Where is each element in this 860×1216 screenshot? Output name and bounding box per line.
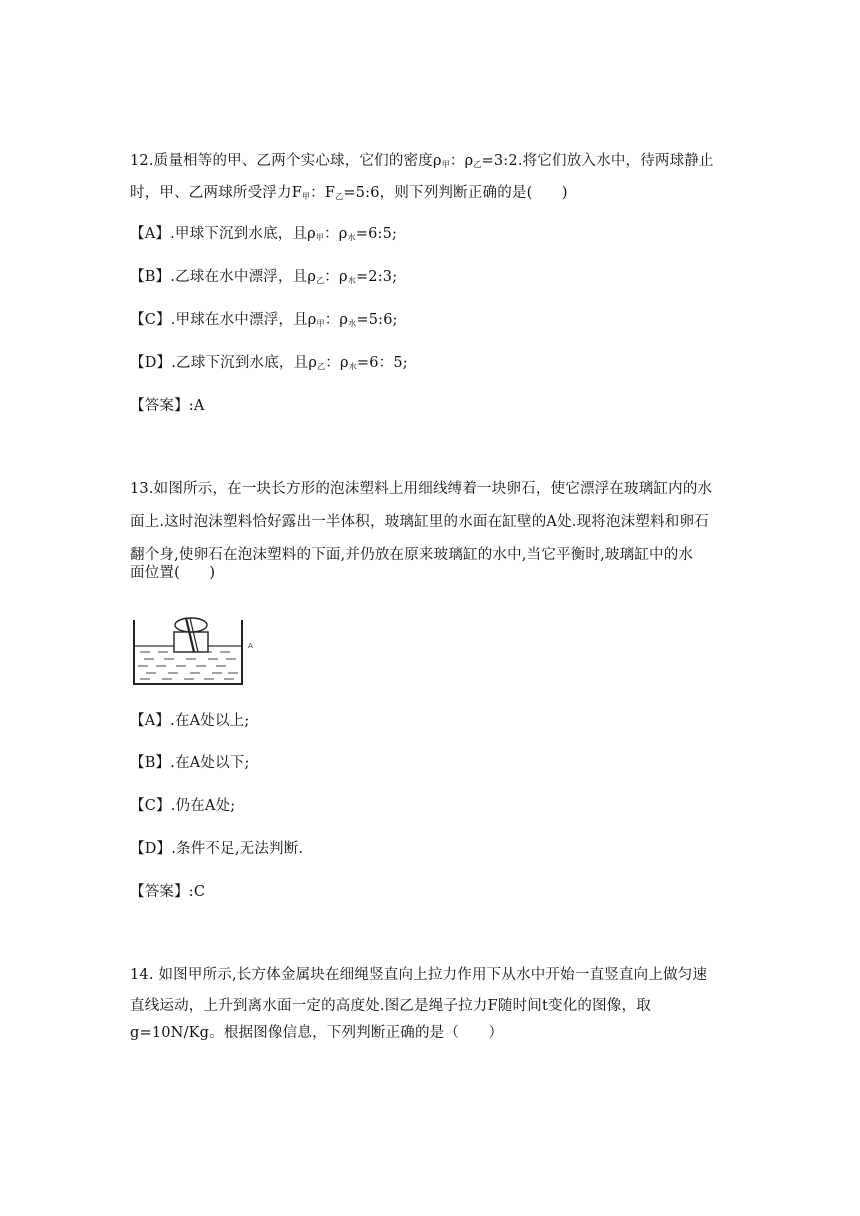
text-segment: ：F xyxy=(310,185,336,201)
q13-stem-line-1: 13.如图所示，在一块长方形的泡沫塑料上用细线缚着一块卵石，使它漂浮在玻璃缸内的水 xyxy=(130,481,713,497)
text-segment: 12.质量相等的甲、乙两个实心球，它们的密度ρ xyxy=(130,153,442,169)
q13-option-c: 【C】.仍在A处; xyxy=(130,798,236,814)
text-segment: =5:6，则下列判断正确的是( ) xyxy=(343,185,568,201)
q13-stem-line-2: 面上.这时泡沫塑料恰好露出一半体积，玻璃缸里的水面在缸壁的A处.现将泡沫塑料和卵石 xyxy=(130,514,709,530)
text-segment: =6：5; xyxy=(356,355,408,371)
subscript: 水 xyxy=(347,276,356,285)
subscript: 水 xyxy=(347,233,356,242)
tank-diagram xyxy=(128,608,258,690)
subscript: 乙 xyxy=(316,276,325,285)
q13-option-a: 【A】.在A处以上; xyxy=(130,713,250,729)
text-segment: =2:3; xyxy=(355,269,398,285)
q12-option-a xyxy=(130,224,397,248)
subscript: 甲 xyxy=(316,319,325,328)
subscript: 乙 xyxy=(335,192,344,201)
q13-glass-tank-figure xyxy=(128,608,258,690)
subscript: 水 xyxy=(348,319,357,328)
q12-option-c xyxy=(130,310,398,334)
subscript: 乙 xyxy=(473,160,482,169)
q13-answer: 【答案】:C xyxy=(130,884,206,900)
q12-stem-line-2 xyxy=(130,183,568,207)
q14-stem-line-1: 14. 如图甲所示,长方体金属块在细绳竖直向上拉力作用下从水中开始一直竖直向上做匀速 xyxy=(130,967,708,983)
text-segment: ：ρ xyxy=(324,312,349,328)
text-segment: 【A】.甲球下沉到水底，且ρ xyxy=(130,226,316,242)
q13-option-b: 【B】.在A处以下; xyxy=(130,755,250,771)
text-segment: 【D】.乙球下沉到水底，且ρ xyxy=(130,355,318,371)
text-segment: 时，甲、乙两球所受浮力F xyxy=(130,185,302,201)
q12-stem-line-1 xyxy=(130,151,714,175)
text-segment: ：ρ xyxy=(449,153,474,169)
text-segment: ：ρ xyxy=(325,355,349,371)
q13-option-d: 【D】.条件不足,无法判断. xyxy=(130,841,304,857)
subscript: 水 xyxy=(348,362,357,371)
text-segment: ：ρ xyxy=(324,269,348,285)
q14-stem-line-2: 直线运动，上升到离水面一定的高度处.图乙是绳子拉力F随时间t变化的图像，取 xyxy=(130,998,651,1014)
water-hatching xyxy=(138,652,238,679)
text-segment: =5:6; xyxy=(356,312,398,328)
text-segment: 【C】.甲球在水中漂浮，且ρ xyxy=(130,312,317,328)
q13-stem-line-4: 面位置( ) xyxy=(130,565,216,581)
q13-stem-line-3: 翻个身,使卵石在泡沫塑料的下面,并仍放在原来玻璃缸的水中,当它平衡时,玻璃缸中的水 xyxy=(130,547,694,563)
q14-stem-line-3: g=10N/Kg。根据图像信息，下列判断正确的是（ ） xyxy=(130,1025,504,1041)
q12-option-d xyxy=(130,353,408,377)
text-segment: =3:2.将它们放入水中，待两球静止 xyxy=(481,153,714,169)
text-segment: =6:5; xyxy=(355,226,398,242)
q12-answer: 【答案】:A xyxy=(130,398,205,414)
subscript: 甲 xyxy=(315,233,325,242)
label-a: A xyxy=(248,642,253,650)
subscript: 乙 xyxy=(317,362,326,371)
text-segment: 【B】.乙球在水中漂浮，且ρ xyxy=(130,269,317,285)
subscript: 甲 xyxy=(441,160,450,169)
subscript: 甲 xyxy=(301,192,311,201)
text-segment: ：ρ xyxy=(324,226,348,242)
q12-option-b xyxy=(130,267,397,291)
